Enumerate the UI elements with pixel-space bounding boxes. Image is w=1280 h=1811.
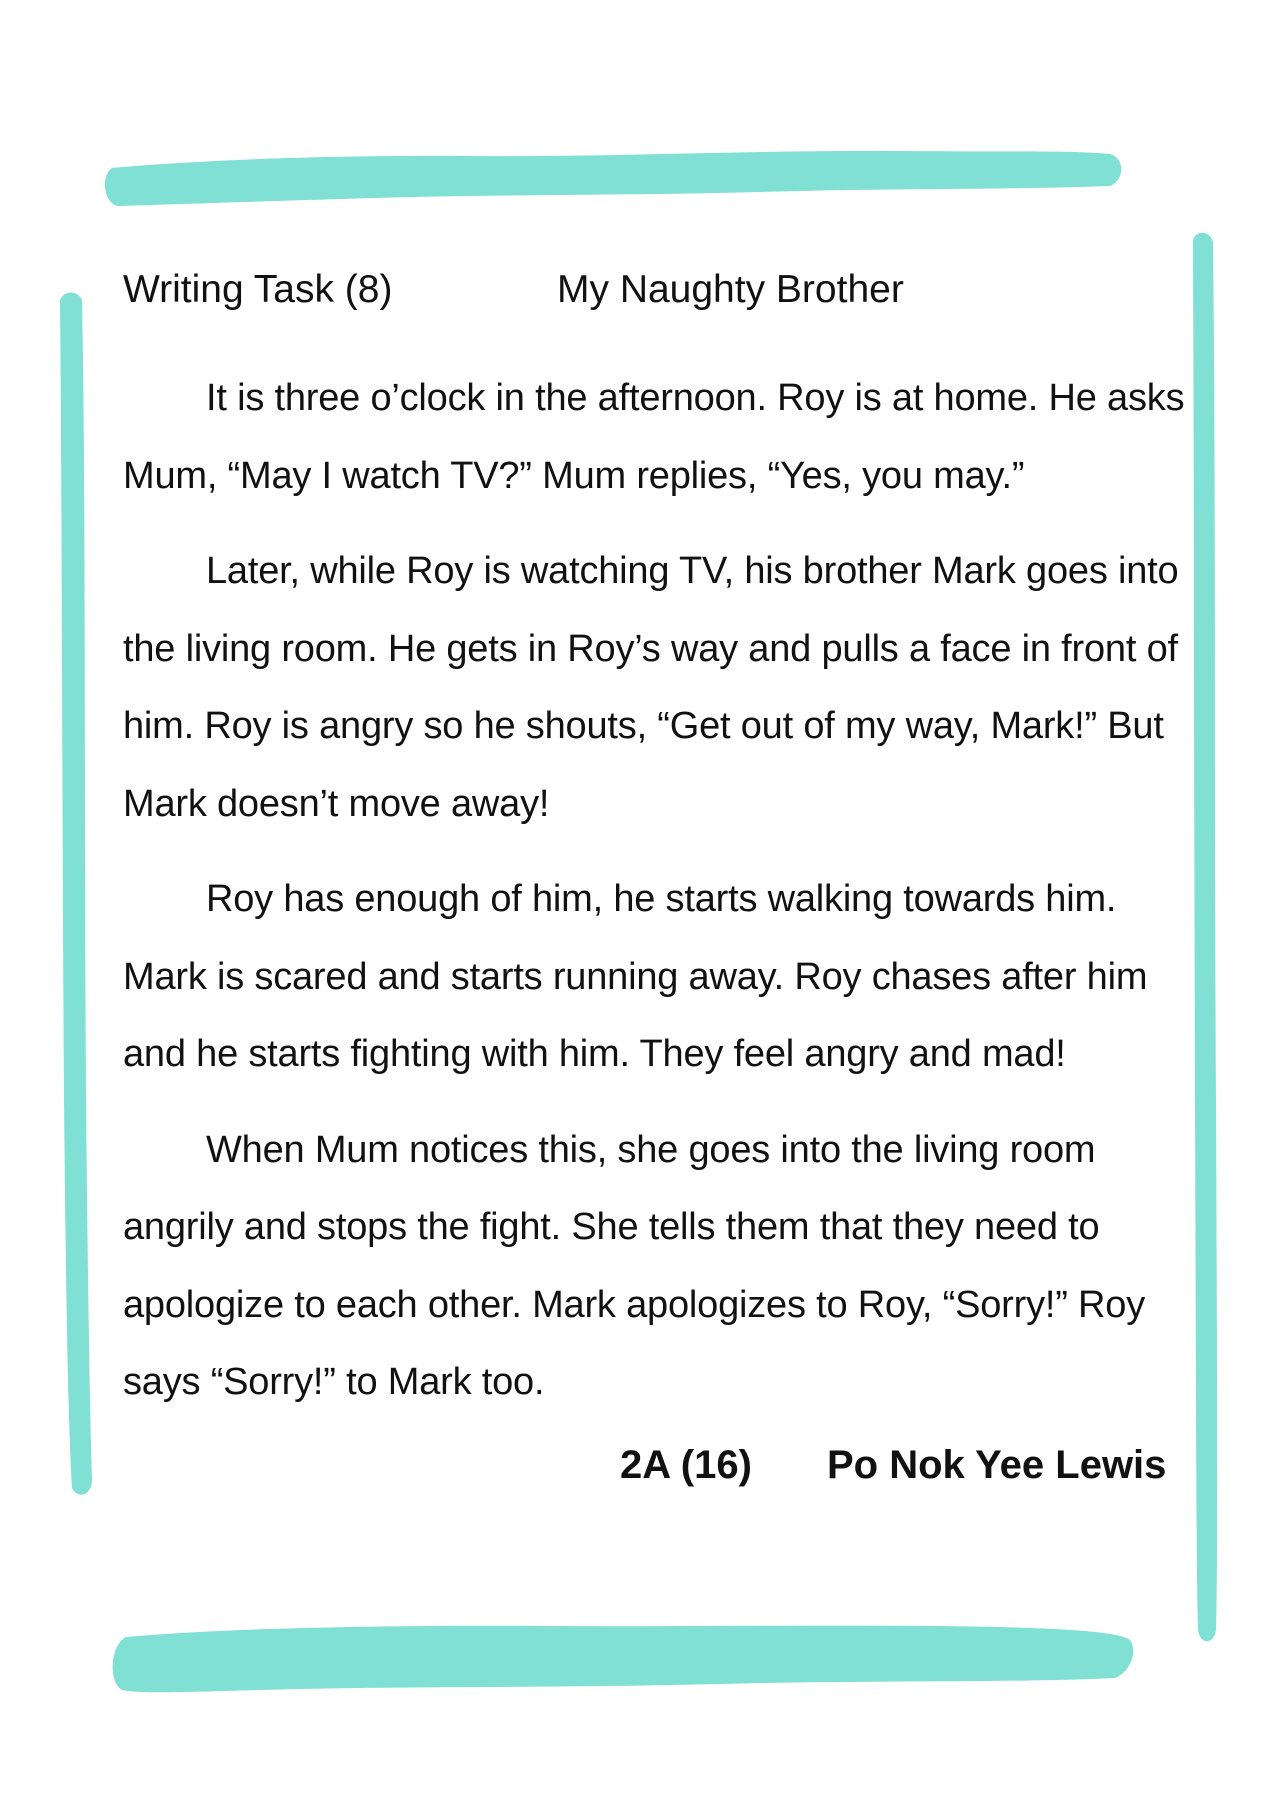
left-brush-stroke (60, 293, 92, 1495)
essay-paragraph-1: It is three o’clock in the afternoon. Roy is at home. He asks Mum, “May I watch TV?” Mum replies, “Yes, you may.” (123, 377, 1185, 497)
essay-title: My Naughty Brother (557, 268, 904, 311)
essay-heading (123, 265, 1203, 325)
bottom-brush-stroke (113, 1626, 1134, 1693)
essay-paragraph-4: When Mum notices this, she goes into the living room angrily and stops the fight. She tells them that they need to apologize to each other. Mark apologizes to Roy, “Sorry!” Roy says “Sorry!” to Mark too. (123, 1128, 1146, 1403)
essay-paragraph-3: Roy has enough of him, he starts walking towards him. Mark is scared and starts running away. Roy chases after him and he starts fighting with him. They feel angry and mad! (123, 878, 1148, 1075)
student-name: Po Nok Yee Lewis (827, 1443, 1167, 1487)
class-number: 2A (16) (620, 1443, 752, 1487)
top-brush-stroke (105, 151, 1121, 206)
essay-content (123, 265, 1203, 1440)
task-label: Writing Task (8) (123, 268, 393, 311)
essay-paragraph-2: Later, while Roy is watching TV, his brother Mark goes into the living room. He gets in Roy’s way and pulls a face in front of him. Roy is angry so he shouts, “Get out of my way, Mark!” But Mark doesn’t move away! (123, 550, 1179, 825)
